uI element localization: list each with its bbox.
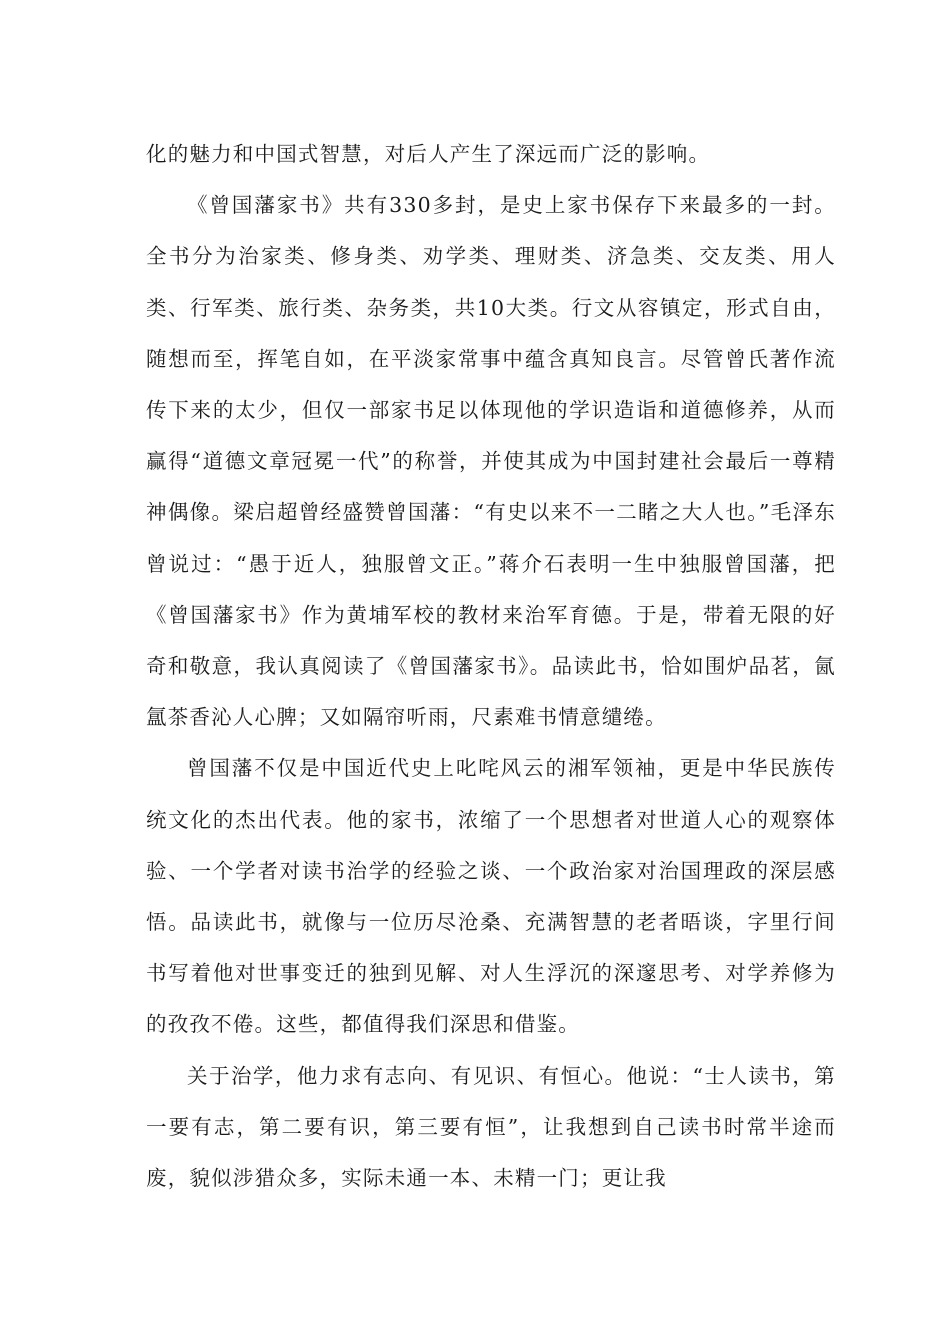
paragraph-on-scholarship: 关于治学，他力求有志向、有见识、有恒心。他说：“士人读书，第一要有志，第二要有识，第三要有恒”，让我想到自己读书时常半途而废，貌似涉猎众多，实际未通一本、未精一门；更让我 (146, 1063, 836, 1191)
paragraph-continuation: 化的魅力和中国式智慧，对后人产生了深远而广泛的影响。 (146, 142, 711, 166)
paragraph-family-letters-overview: 《曾国藩家书》共有330多封，是史上家书保存下来最多的一封。全书分为治家类、修身类、劝学类、理财类、济急类、交友类、用人类、行军类、旅行类、杂务类，共10大类。行文从容镇定，形式自由，随想而至，挥笔自如，在平淡家常事中蕴含真知良言。尽管曾氏著作流传下来的太少，但仅一部家书足以体现他的学识造诣和道德修养，从而赢得“道德文章冠冕一代”的称誉，并使其成为中国封建社会最后一尊精神偶像。梁启超曾经盛赞曾国藩：“有史以来不一二睹之大人也。”毛泽东曾说过：“愚于近人，独服曾文正。”蒋介石表明一生中独服曾国藩，把《曾国藩家书》作为黄埔军校的教材来治军育德。于是，带着无限的好奇和敬意，我认真阅读了《曾国藩家书》。品读此书，恰如围炉品茗，氤氲茶香沁人心脾；又如隔帘听雨，尺素难书情意缱绻。 (146, 193, 836, 730)
paragraph-zeng-guofan-legacy: 曾国藩不仅是中国近代史上叱咤风云的湘军领袖，更是中华民族传统文化的杰出代表。他的家书，浓缩了一个思想者对世道人心的观察体验、一个学者对读书治学的经验之谈、一个政治家对治国理政的深层感悟。品读此书，就像与一位历尽沧桑、充满智慧的老者晤谈，字里行间书写着他对世事变迁的独到见解、对人生浮沉的深邃思考、对学养修为的孜孜不倦。这些，都值得我们深思和借鉴。 (146, 756, 836, 1037)
document-body (146, 129, 836, 1204)
